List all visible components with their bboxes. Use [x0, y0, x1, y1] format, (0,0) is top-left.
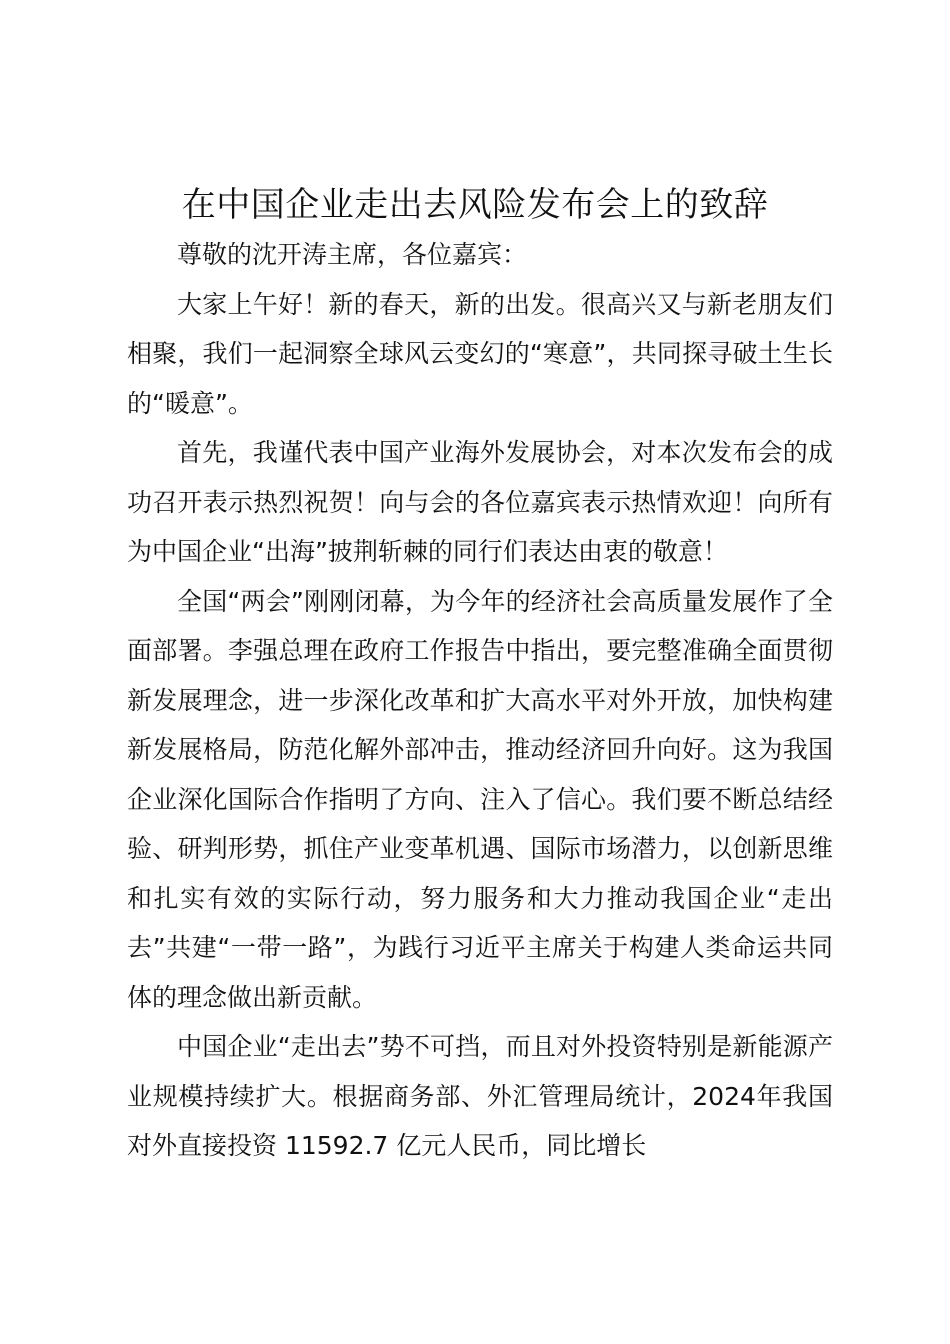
- paragraph-two-sessions: 全国“两会”刚刚闭幕，为今年的经济社会高质量发展作了全面部署。李强总理在政府工作报告中指出，要完整准确全面贯彻新发展理念，进一步深化改革和扩大高水平对外开放，加快构建新发展格局，防范化解外部冲击，推动经济回升向好。这为我国企业深化国际合作指明了方向、注入了信心。我们要不断总结经验、研判形势，抓住产业变革机遇、国际市场潜力，以创新思维和扎实有效的实际行动，努力服务和大力推动我国企业“走出去”共建“一带一路”，为践行习近平主席关于构建人类命运共同体的理念做出新贡献。: [127, 586, 833, 1012]
- paragraph-investment: 中国企业“走出去”势不可挡，而且对外投资特别是新能源产业规模持续扩大。根据商务部、外汇管理局统计，2024年我国对外直接投资 11592.7 亿元人民币，同比增长: [127, 1032, 833, 1160]
- paragraph-greeting: 大家上午好！新的春天，新的出发。很高兴又与新老朋友们相聚，我们一起洞察全球风云变幻的“寒意”，共同探寻破土生长的“暖意”。: [127, 289, 833, 418]
- salutation: 尊敬的沈开涛主席，各位嘉宾：: [177, 240, 528, 269]
- document-title: 在中国企业走出去风险发布会上的致辞: [181, 185, 769, 225]
- paragraph-congratulations: 首先，我谨代表中国产业海外发展协会，对本次发布会的成功召开表示热烈祝贺！向与会的各位嘉宾表示热情欢迎！向所有为中国企业“出海”披荆斩棘的同行们表达由衷的敬意！: [127, 438, 833, 566]
- document-body: [127, 230, 833, 1171]
